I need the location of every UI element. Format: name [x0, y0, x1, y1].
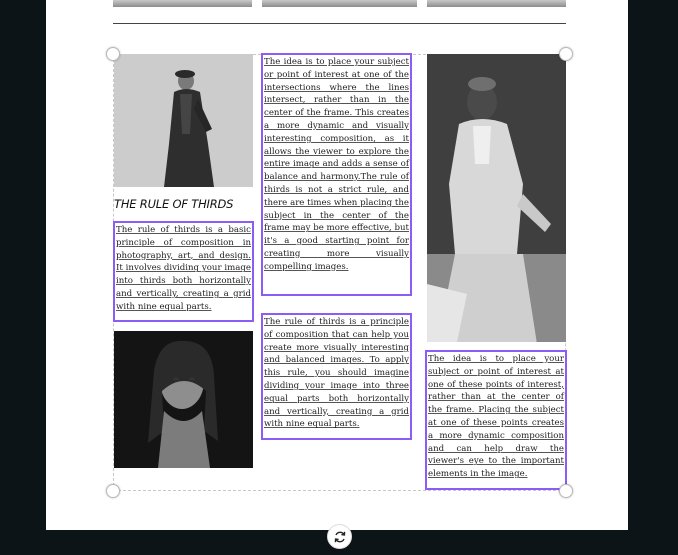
prev-image-left[interactable] [113, 0, 252, 7]
prev-image-middle[interactable] [262, 0, 417, 7]
text-box-3[interactable] [261, 313, 412, 440]
divider-line[interactable] [113, 23, 566, 24]
photo-woman-portrait[interactable] [114, 331, 253, 468]
text-box-4-content: The idea is to place your subject or point of interest at one of these points of interest, rather than at the center of the frame. Placing the subject at one of these points creates a more dynamic composition and can help draw the viewer's eye to the important elements in the image. [428, 354, 564, 480]
text-box-2-content: The idea is to place your subject or point of interest at one of the intersections where the lines intersect, rather than in the center of the frame. This creates a more dynamic and visually interesting composition, as it allows the viewer to explore the entire image and adds a sense of balance and harmony.The rule of thirds is not a strict rule, and there are times when placing the subject in the center of the frame may be more effective, but it's a good starting point for creating more visually compelling images. [264, 57, 409, 272]
text-box-4[interactable] [425, 350, 567, 490]
text-box-2[interactable] [261, 53, 412, 296]
text-box-1-content: The rule of thirds is a basic principle of composition in photography, art, and design. It involves dividing your image into thirds both horizontally and vertically, creating a grid with nine equal parts. [116, 225, 251, 312]
text-box-3-content: The rule of thirds is a principle of composition that can help you create more visually interesting and balanced images. To apply this rule, you should imagine dividing your image into three equal parts both horizontally and vertically, creating a grid with nine equal parts. [264, 317, 409, 430]
resize-handle-top-left[interactable] [106, 47, 120, 61]
resize-handle-top-right[interactable] [559, 47, 573, 61]
text-box-1[interactable] [113, 221, 254, 322]
resize-handle-bottom-left[interactable] [106, 484, 120, 498]
rotate-button[interactable] [327, 524, 352, 549]
photo-woman-coat[interactable] [114, 54, 253, 187]
prev-image-right[interactable] [427, 0, 566, 7]
resize-handle-bottom-right[interactable] [559, 484, 573, 498]
rotate-icon [333, 530, 347, 544]
photo-man-jacket[interactable] [427, 54, 566, 342]
section-heading[interactable]: THE RULE OF THIRDS [114, 197, 234, 211]
